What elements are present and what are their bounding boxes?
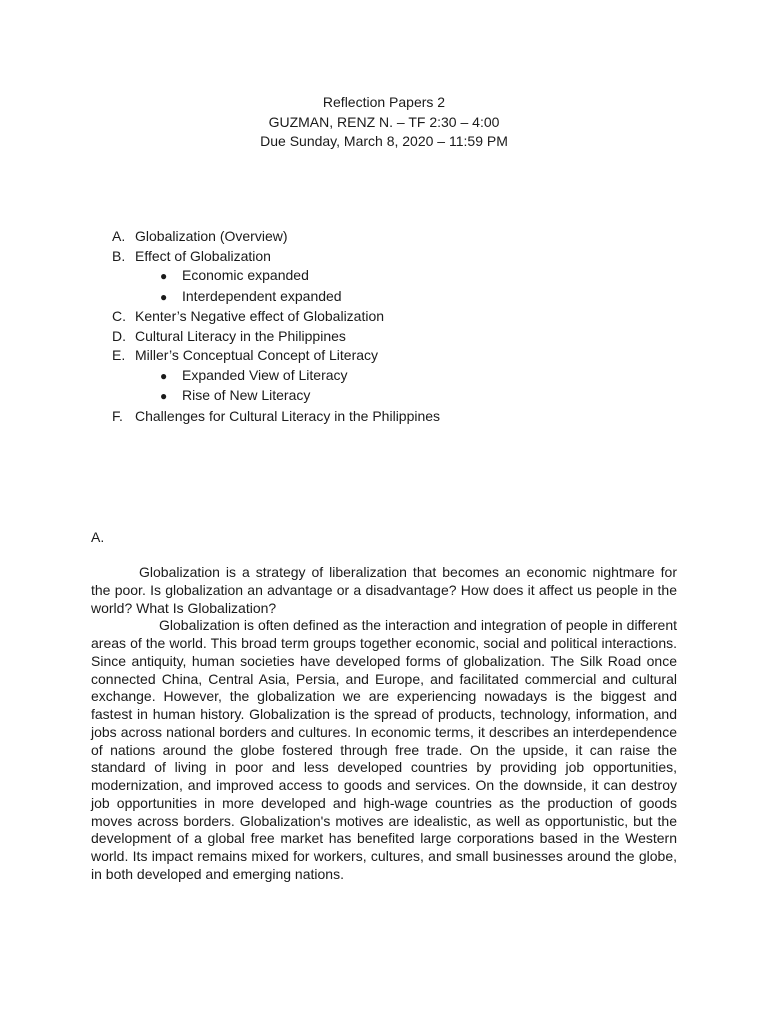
bullet-icon: ● [160, 389, 168, 403]
bullet-text: Rise of New Literacy [182, 387, 311, 403]
outline-item [112, 407, 440, 427]
outline-letter: C. [112, 308, 126, 324]
outline-bullet [112, 366, 440, 387]
outline-bullet [112, 386, 440, 407]
outline-letter: A. [112, 228, 126, 244]
paragraph: Globalization is often defined as the interaction and integration of people in different areas of the world. This broad term groups together economic, social and political interactions. Since antiquity, human societies have developed forms of globalization. The Silk Road once connected China, Central Asia, Persia, and Europe, and facilitated commercial and cultural exchange. However, the globalization we are experiencing nowadays is the biggest and fastest in human history. Globalization is the spread of products, technology, information, and jobs across national borders and cultures. In economic terms, it describes an interdependence of nations around the globe fostered through free trade. On the upside, it can raise the standard of living in poor and less developed countries by providing job opportunities, modernization, and improved access to goods and services. On the downside, it can destroy job opportunities in more developed and high-wage countries as the production of goods moves across borders. Globalization's motives are idealistic, as well as opportunistic, but the development of a global free market has benefited large corporations based in the Western world. Its impact remains mixed for workers, cultures, and small businesses around the globe, in both developed and emerging nations. [91, 617, 677, 882]
due-date-line: Due Sunday, March 8, 2020 – 11:59 PM [260, 133, 508, 149]
outline-text: Miller’s Conceptual Concept of Literacy [135, 347, 379, 363]
section-heading: A. [91, 529, 105, 545]
document-title: Reflection Papers 2 [322, 94, 446, 110]
outline-text: Effect of Globalization [135, 247, 271, 264]
bullet-text: Expanded View of Literacy [182, 366, 348, 383]
outline-item [112, 327, 440, 347]
bullet-text: Economic expanded [182, 267, 309, 283]
outline-item [112, 307, 440, 327]
outline-item [112, 247, 440, 267]
outline-letter: D. [112, 327, 126, 344]
bullet-text: Interdependent expanded [182, 287, 342, 304]
outline-letter: E. [112, 347, 126, 363]
outline-item [112, 346, 440, 366]
outline-text: Cultural Literacy in the Philippines [135, 327, 346, 344]
paragraph: Globalization is a strategy of liberalization that becomes an economic nightmare for the poor. Is globalization an advantage or a disadvantage? How does it affect us people in the world? What Is Globalization? [91, 564, 677, 616]
bullet-icon: ● [160, 368, 168, 383]
outline-letter: F. [112, 407, 123, 424]
bullet-icon: ● [160, 289, 168, 304]
outline-bullet [112, 266, 440, 287]
bullet-icon: ● [160, 269, 168, 283]
outline-text: Globalization (Overview) [135, 228, 288, 244]
section-body [91, 564, 677, 884]
outline-text: Challenges for Cultural Literacy in the Philippines [135, 407, 441, 424]
outline-letter: B. [112, 247, 126, 264]
outline-bullet [112, 287, 440, 308]
outline-item [112, 227, 440, 247]
outline-text: Kenter’s Negative effect of Globalization [135, 308, 385, 324]
author-line: GUZMAN, RENZ N. – TF 2:30 – 4:00 [268, 113, 500, 130]
document-header [0, 93, 768, 152]
outline-list [112, 227, 440, 426]
